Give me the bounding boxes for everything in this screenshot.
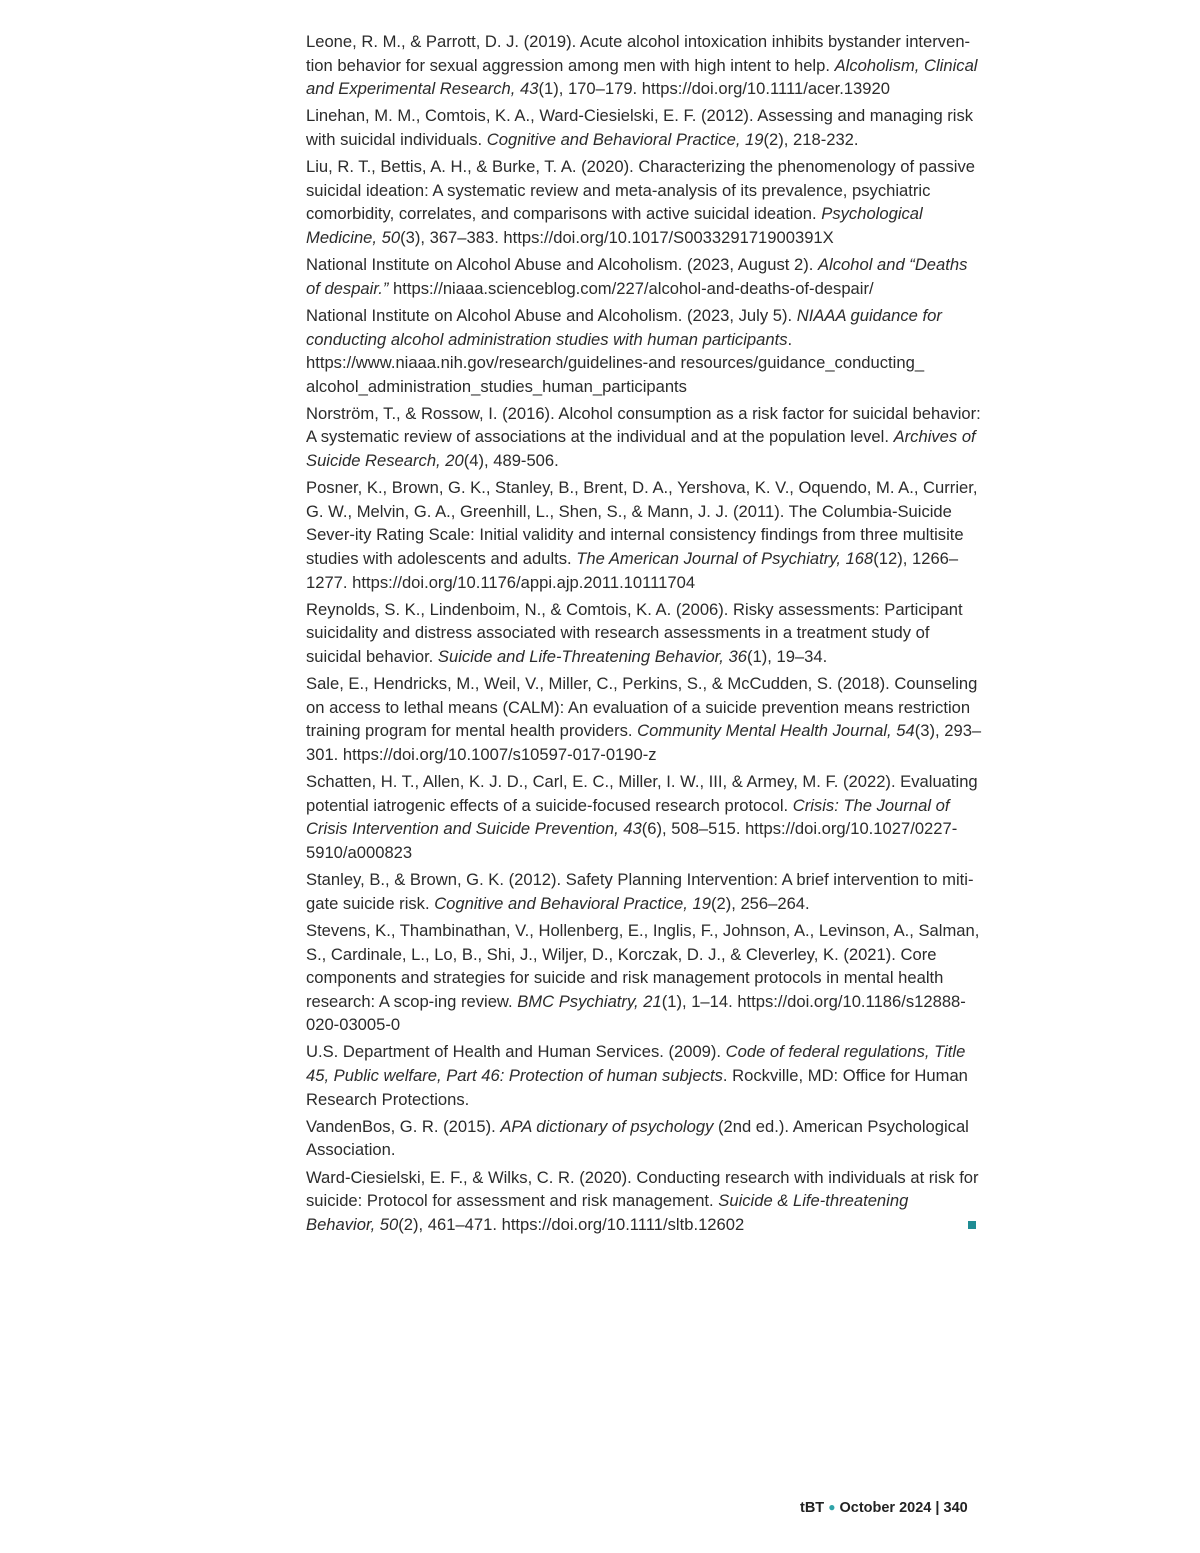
reference-text: Reynolds, S. K., Lindenboim, N., & Comtois, K. A. (2006). Risky assessments: Participant suicidality and distress associated with research assessments in a treatment study of suicidal behavior. bbox=[306, 599, 963, 666]
reference-text: (6), 508–515. https://doi.org/10.1027/0227-5910/a000823 bbox=[306, 819, 958, 862]
reference-entry bbox=[306, 1040, 982, 1111]
reference-source-title: Crisis: The Journal of Crisis Intervention and Suicide Prevention, 43 bbox=[306, 795, 950, 839]
reference-entry bbox=[306, 402, 982, 473]
reference-entry bbox=[306, 672, 982, 766]
reference-text: (1), 170–179. https://doi.org/10.1111/acer.13920 bbox=[538, 79, 890, 99]
page-footer bbox=[800, 1500, 968, 1516]
reference-entry bbox=[306, 104, 982, 151]
reference-text: VandenBos, G. R. (2015). bbox=[306, 1116, 501, 1136]
reference-text: (2), 461–471. https://doi.org/10.1111/sltb.12602 bbox=[398, 1214, 745, 1234]
reference-text: National Institute on Alcohol Abuse and Alcoholism. (2023, July 5). bbox=[306, 305, 797, 325]
reference-source-title: NIAAA guidance for conducting alcohol administration studies with human participants bbox=[306, 305, 942, 349]
reference-entry bbox=[306, 304, 982, 398]
reference-source-title: Psychological Medicine, 50 bbox=[306, 204, 923, 247]
issue-date: October 2024 bbox=[839, 1500, 932, 1516]
reference-text: (2), 218-232. bbox=[763, 129, 859, 149]
reference-source-title: BMC Psychiatry, 21 bbox=[517, 991, 662, 1011]
reference-text: National Institute on Alcohol Abuse and Alcoholism. (2023, August 2). bbox=[306, 255, 818, 275]
reference-text: Sale, E., Hendricks, M., Weil, V., Miller, C., Perkins, S., & McCudden, S. (2018). Counseling on access to lethal means (CALM): An evaluation of a suicide prevention means restriction training program for mental health providers. bbox=[306, 674, 978, 741]
reference-entry bbox=[306, 770, 982, 864]
reference-entry bbox=[306, 1115, 982, 1162]
reference-source-title: APA dictionary of psychology bbox=[500, 1116, 714, 1136]
reference-source-title: Community Mental Health Journal, 54 bbox=[637, 721, 915, 741]
reference-text: Liu, R. T., Bettis, A. H., & Burke, T. A. (2020). Characterizing the phenomenology of passive suicidal ideation: A systematic review and meta-analysis of its prevalence, psychiatric comorbidity, correlates, and comparisons with active suicidal ideation. bbox=[306, 157, 976, 224]
reference-text: Posner, K., Brown, G. K., Stanley, B., Brent, D. A., Yershova, K. V., Oquendo, M. A., Currier, G. W., Melvin, G. A., Greenhill, L., Shen, S., & Mann, J. J. (2011). The Columbia-Suicide Sever-ity Rating Scale: Initial validity and internal consistency findings from three multisite studies with adolescents and adults. bbox=[306, 478, 978, 569]
reference-source-title: Alcohol and “Deaths of despair.” bbox=[306, 255, 968, 298]
reference-text: (12), 1266–1277. https://doi.org/10.1176/appi.ajp.2011.10111704 bbox=[306, 549, 959, 592]
reference-text: . Rockville, MD: Office for Human Research Protections. bbox=[306, 1066, 968, 1109]
reference-source-title: Alcoholism, Clinical and Experimental Research, 43 bbox=[306, 55, 978, 99]
journal-name: tBT bbox=[800, 1500, 825, 1516]
reference-list bbox=[306, 30, 982, 1240]
reference-entry bbox=[306, 155, 982, 249]
reference-text: (1), 1–14. https://doi.org/10.1186/s12888-020-03005-0 bbox=[306, 991, 966, 1035]
reference-source-title: The American Journal of Psychiatry, 168 bbox=[576, 549, 874, 569]
reference-text: (3), 293–301. https://doi.org/10.1007/s10597-017-0190-z bbox=[306, 721, 982, 764]
end-of-article-square-icon bbox=[968, 1221, 976, 1229]
reference-text: Ward-Ciesielski, E. F., & Wilks, C. R. (2020). Conducting research with individuals at risk for suicide: Protocol for assessment and risk management. bbox=[306, 1167, 979, 1211]
reference-source-title: Cognitive and Behavioral Practice, 19 bbox=[486, 129, 764, 149]
reference-text: Stanley, B., & Brown, G. K. (2012). Safety Planning Intervention: A brief intervention to miti-gate suicide risk. bbox=[306, 870, 974, 913]
reference-text: Norström, T., & Rossow, I. (2016). Alcohol consumption as a risk factor for suicidal behavior: A systematic review of associations at the individual and at the population level. bbox=[306, 403, 981, 447]
reference-source-title: Code of federal regulations, Title 45, Public welfare, Part 46: Protection of human subjects bbox=[306, 1042, 966, 1086]
reference-entry bbox=[306, 253, 982, 300]
reference-text: https://niaaa.scienceblog.com/227/alcohol-and-deaths-of-despair/ bbox=[388, 278, 874, 298]
reference-text: (1), 19–34. bbox=[746, 647, 828, 666]
reference-source-title: Suicide and Life-Threatening Behavior, 36 bbox=[437, 647, 747, 666]
reference-entry bbox=[306, 868, 982, 915]
footer-separator: | bbox=[935, 1500, 940, 1516]
reference-text: (4), 489-506. bbox=[463, 451, 559, 471]
reference-text: . https://www.niaaa.nih.gov/research/guidelines-and resources/guidance_conducting_ alcohol_administration_studies_human_participants bbox=[306, 329, 925, 396]
reference-entry bbox=[306, 476, 982, 594]
reference-entry bbox=[306, 919, 982, 1037]
reference-source-title: Suicide & Life-threatening Behavior, 50 bbox=[306, 1191, 909, 1234]
page-number: 340 bbox=[943, 1500, 968, 1516]
reference-text: (2nd ed.). American Psychological Association. bbox=[306, 1116, 969, 1160]
reference-text: (3), 367–383. https://doi.org/10.1017/S003329171900391X bbox=[400, 227, 834, 247]
bullet-dot-icon: ● bbox=[828, 1500, 836, 1514]
reference-text: Stevens, K., Thambinathan, V., Hollenberg, E., Inglis, F., Johnson, A., Levinson, A., Salman, S., Cardinale, L., Lo, B., Shi, J., Wiljer, D., Korczak, D. J., & Cleverley, K. (2021). Core components and strategies for suicide and risk management protocols in mental health research: A scop-ing review. bbox=[306, 920, 980, 1011]
reference-source-title: Archives of Suicide Research, 20 bbox=[306, 427, 976, 471]
reference-text: Schatten, H. T., Allen, K. J. D., Carl, E. C., Miller, I. W., III, & Armey, M. F. (2022). Evaluating potential iatrogenic effects of a suicide-focused research protocol. bbox=[306, 772, 978, 815]
reference-entry bbox=[306, 598, 982, 669]
reference-text: U.S. Department of Health and Human Services. (2009). bbox=[306, 1042, 726, 1062]
reference-source-title: Cognitive and Behavioral Practice, 19 bbox=[434, 893, 711, 913]
reference-text: Leone, R. M., & Parrott, D. J. (2019). Acute alcohol intoxication inhibits bystander interven-tion behavior for sexual aggression among men with high intent to help. bbox=[306, 32, 971, 75]
reference-text: Linehan, M. M., Comtois, K. A., Ward-Ciesielski, E. F. (2012). Assessing and managing risk with suicidal individuals. bbox=[306, 106, 974, 149]
reference-text: (2), 256–264. bbox=[710, 893, 810, 913]
reference-entry bbox=[306, 1166, 982, 1237]
reference-entry bbox=[306, 30, 982, 101]
